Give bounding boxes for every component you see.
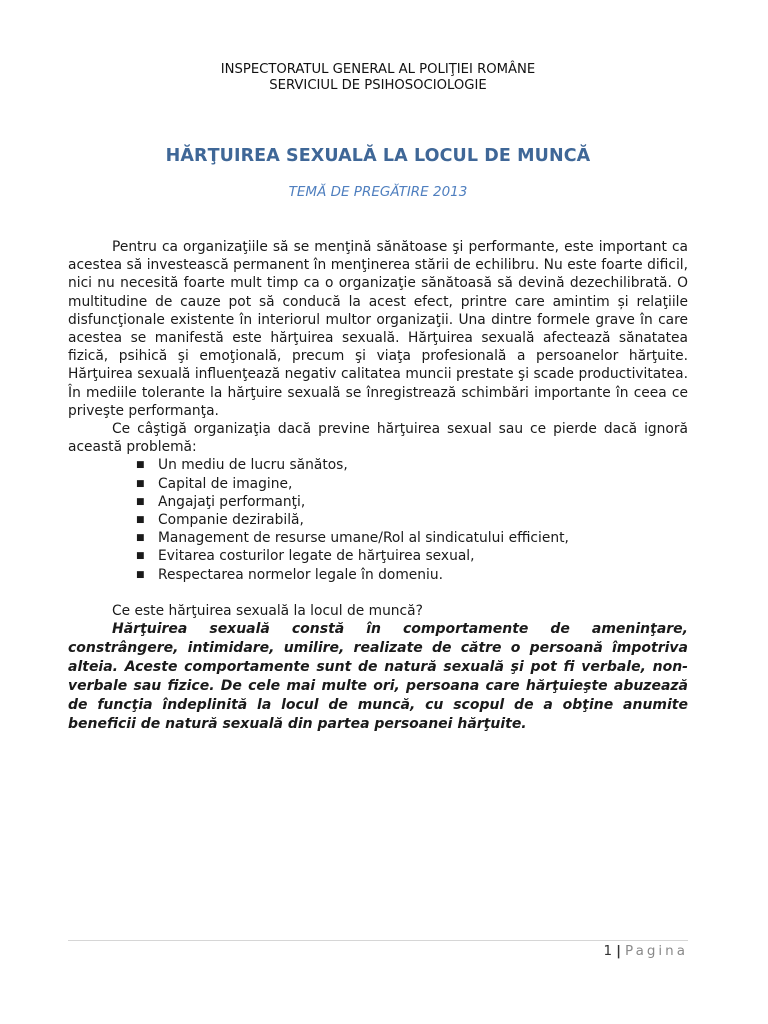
document-title: HĂRŢUIREA SEXUALĂ LA LOCUL DE MUNCĂ <box>165 146 591 166</box>
list-item-text: Evitarea costurilor legate de hărţuirea sexual, <box>158 548 475 565</box>
bullet-icon: ■ <box>136 569 145 580</box>
benefits-list <box>136 456 688 583</box>
footer-separator: | <box>616 943 622 959</box>
institution-name: INSPECTORATUL GENERAL AL POLIŢIEI ROMÂNE <box>220 62 536 77</box>
list-item-text: Companie dezirabilă, <box>158 512 304 529</box>
document-body <box>68 238 688 734</box>
list-item <box>136 456 688 474</box>
department-name: SERVICIUL DE PSIHOSOCIOLOGIE <box>269 78 487 93</box>
page-label: Pagina <box>625 943 688 959</box>
list-item <box>136 475 688 493</box>
question-paragraph: Ce câştigă organizaţia dacă previne hărţuirea sexual sau ce pierde dacă ignoră această problemă: <box>68 421 688 456</box>
bullet-icon: ■ <box>136 515 145 526</box>
list-item-text: Management de resurse umane/Rol al sindicatului efficient, <box>158 530 569 547</box>
list-item <box>136 511 688 529</box>
page-number: 1 <box>603 943 613 959</box>
list-item <box>136 566 688 584</box>
list-item <box>136 547 688 565</box>
list-item-text: Un mediu de lucru sănătos, <box>158 457 348 474</box>
document-header <box>68 62 688 94</box>
footer-divider <box>68 940 688 941</box>
list-item <box>136 529 688 547</box>
list-item <box>136 493 688 511</box>
page-footer <box>604 943 689 959</box>
list-item-text: Angajaţi performanţi, <box>158 493 306 510</box>
document-page <box>68 0 688 1024</box>
document-subtitle: TEMĂ DE PREGĂTIRE 2013 <box>288 184 468 200</box>
bullet-icon: ■ <box>136 460 145 471</box>
bullet-icon: ■ <box>136 496 145 507</box>
bullet-icon: ■ <box>136 551 145 562</box>
list-item-text: Respectarea normelor legale în domeniu. <box>158 566 443 583</box>
intro-paragraph: Pentru ca organizaţiile să se menţină sănătoase şi performante, este important ca acestea să investească permanent în menţinerea stării de echilibru. Nu este foarte dificil, nici nu necesită foarte mult timp ca o organizaţie sănătoasă să devină dezechilibrată. O multitudine de cauze pot să conducă la acest efect, printre care amintim și relaţiile disfuncţionale existente în interiorul multor organizaţii. Una dintre formele grave în care acestea se manifestă este hărţuirea sexuală. Hărţuirea sexuală afectează sănatatea fizică, psihică şi emoţională, precum şi viaţa profesională a persoanelor hărţuite. Hărţuirea sexuală influenţează negativ calitatea muncii prestate şi scade productivitatea. În mediile tolerante la hărţuire sexuală se înregistrează schimbări importante în ceea ce priveşte performanţa. <box>68 239 688 419</box>
definition-paragraph: Hărţuirea sexuală constă în comportamente de ameninţare, constrângere, intimidare, umilire, realizate de către o persoană împotriva alteia. Aceste comportamente sunt de natură sexuală şi pot fi verbale, non-verbale sau fizice. De cele mai multe ori, persoana care hărţuieşte abuzează de funcţia îndeplinită la locul de muncă, cu scopul de a obţine anumite beneficii de natură sexuală din partea persoanei hărţuite. <box>68 621 688 733</box>
definition-question: Ce este hărţuirea sexuală la locul de muncă? <box>112 602 423 619</box>
bullet-icon: ■ <box>136 533 145 544</box>
bullet-icon: ■ <box>136 478 145 489</box>
list-item-text: Capital de imagine, <box>158 475 293 492</box>
